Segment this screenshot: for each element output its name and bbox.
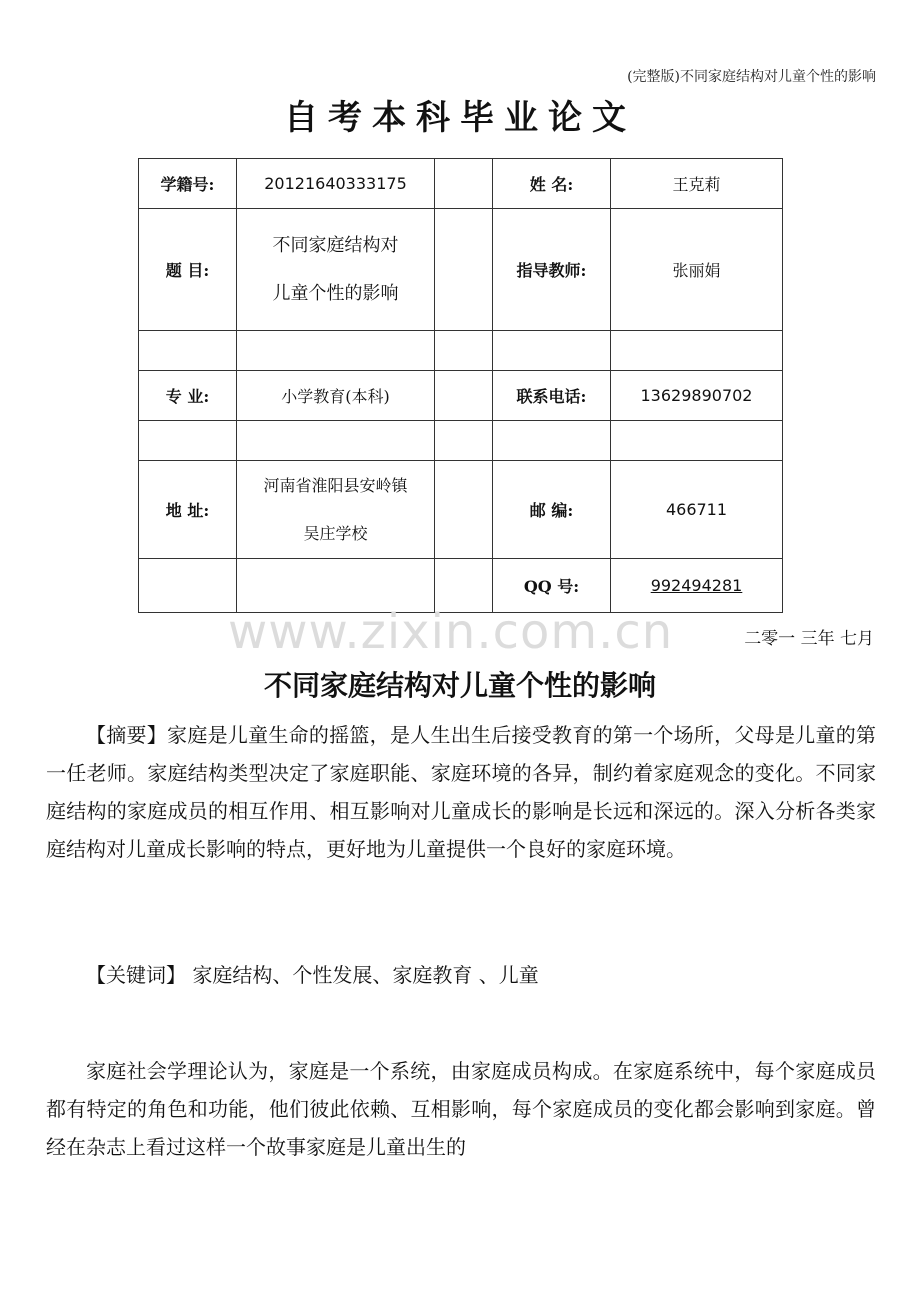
- empty-cell: [493, 421, 611, 461]
- phone-label: 联系电话:: [493, 371, 611, 421]
- name-value: 王克莉: [611, 159, 783, 209]
- empty-cell: [435, 371, 493, 421]
- empty-cell: [493, 331, 611, 371]
- topic-value-line1: 不同家庭结构对: [272, 234, 399, 256]
- empty-cell: [435, 461, 493, 559]
- abstract-paragraph: 【摘要】家庭是儿童生命的摇篮，是人生出生后接受教育的第一个场所，父母是儿童的第一任老师。家庭结构类型决定了家庭职能、家庭环境的各异，制约着家庭观念的变化。不同家庭结构的家庭成员的相互作用、相互影响对儿童成长的影响是长远和深远的。深入分析各类家庭结构对儿童成长影响的特点，更好地为儿童提供一个良好的家庭环境。: [46, 723, 876, 861]
- table-row: [139, 421, 783, 461]
- empty-cell: [139, 559, 237, 613]
- table-row: [139, 331, 783, 371]
- main-title: 自考本科毕业论文: [284, 98, 636, 138]
- table-row: [139, 371, 783, 421]
- empty-cell: [139, 421, 237, 461]
- empty-cell: [435, 209, 493, 331]
- empty-cell: [237, 421, 435, 461]
- student-id-value: 20121640333175: [237, 159, 435, 209]
- table-row: [139, 209, 783, 331]
- student-id-label: 学籍号:: [139, 159, 237, 209]
- empty-cell: [237, 331, 435, 371]
- empty-cell: [139, 331, 237, 371]
- qq-value: 992494281: [650, 576, 743, 595]
- table-row: [139, 461, 783, 559]
- postcode-label: 邮 编:: [493, 461, 611, 559]
- table-row: [139, 159, 783, 209]
- name-label: 姓 名:: [493, 159, 611, 209]
- address-value-line1: 河南省淮阳县安岭镇: [263, 475, 408, 495]
- qq-label: QQ 号:: [493, 559, 611, 613]
- watermark: www.zixin.com.cn: [228, 604, 674, 660]
- advisor-value: 张丽娟: [611, 209, 783, 331]
- empty-cell: [435, 159, 493, 209]
- phone-value: 13629890702: [611, 371, 783, 421]
- paper-title: 不同家庭结构对儿童个性的影响: [263, 669, 656, 702]
- body-paragraph: 家庭社会学理论认为，家庭是一个系统，由家庭成员构成。在家庭系统中，每个家庭成员都有特定的角色和功能，他们彼此依赖、互相影响，每个家庭成员的变化都会影响到家庭。曾经在杂志上看过这样一个故事家庭是儿童出生的: [46, 1059, 876, 1159]
- empty-cell: [435, 421, 493, 461]
- address-value-line2: 吴庄学校: [303, 523, 368, 543]
- topic-value: [237, 209, 435, 331]
- header-note: (完整版)不同家庭结构对儿童个性的影响: [627, 69, 876, 85]
- empty-cell: [611, 421, 783, 461]
- date: 二零一 三年 七月: [744, 629, 874, 649]
- major-label: 专 业:: [139, 371, 237, 421]
- major-value: 小学教育(本科): [237, 371, 435, 421]
- address-label: 地 址:: [139, 461, 237, 559]
- empty-cell: [435, 331, 493, 371]
- keywords-paragraph: 【关键词】 家庭结构、个性发展、家庭教育 、儿童: [86, 963, 539, 987]
- advisor-label: 指导教师:: [493, 209, 611, 331]
- topic-value-line2: 儿童个性的影响: [272, 282, 399, 304]
- empty-cell: [611, 331, 783, 371]
- info-table: [138, 158, 783, 613]
- postcode-value: 466711: [611, 461, 783, 559]
- topic-label: 题 目:: [139, 209, 237, 331]
- address-value: [237, 461, 435, 559]
